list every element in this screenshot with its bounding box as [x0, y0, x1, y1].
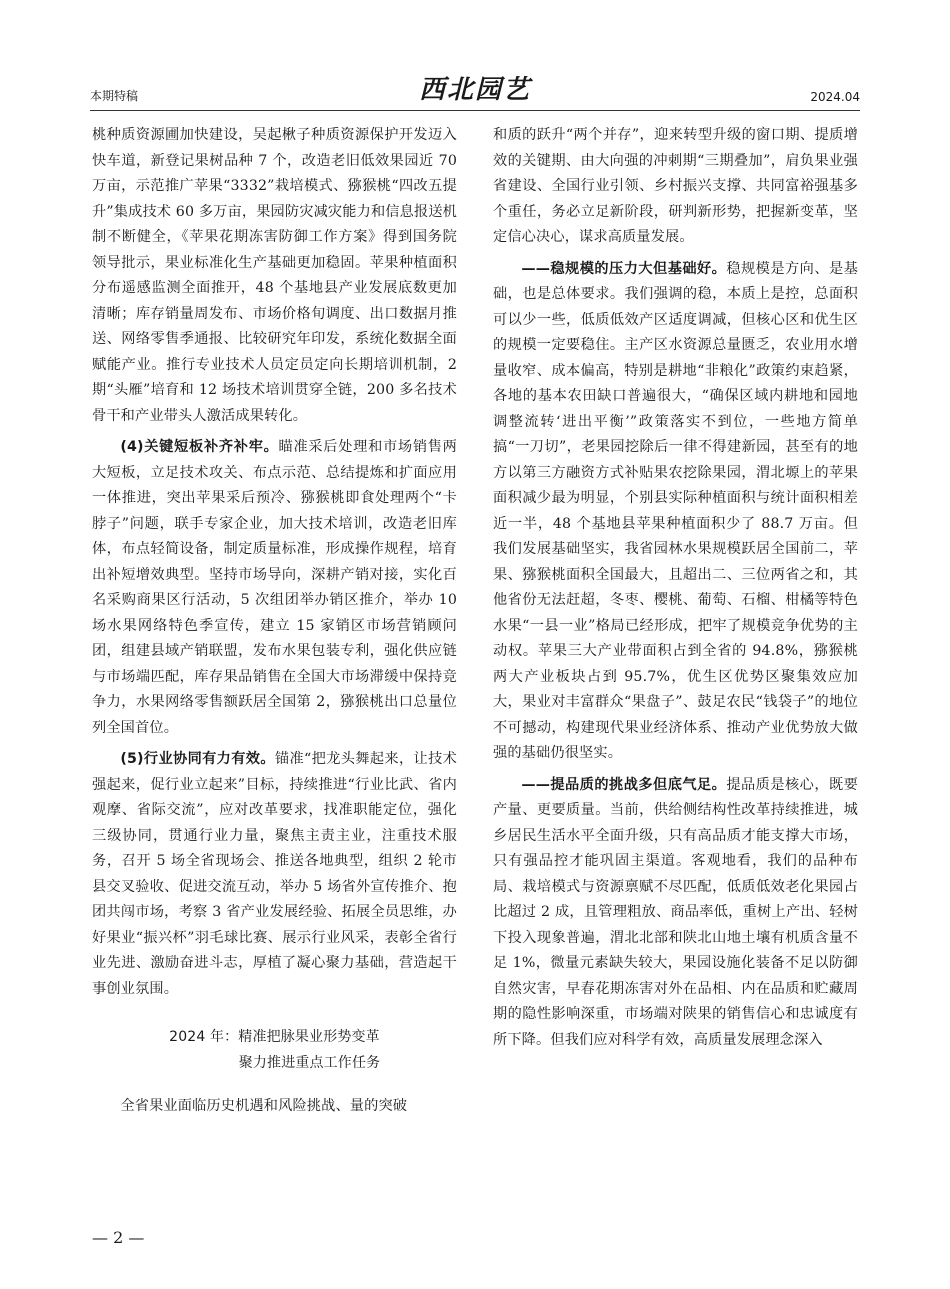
paragraph: 全省果业面临历史机遇和风险挑战、量的突破 [120, 1098, 408, 1114]
paragraph [92, 435, 457, 741]
paragraph: 和质的跃升“两个并存”，迎来转型升级的窗口期、提质增效的关键期、由大向强的冲刺期“三期叠加”，肩负果业强省建设、全国行业引领、乡村振兴支撑、共同富裕强基多个重任，务必立足新阶段，研判新形势，把握新变革，坚定信心决心，谋求高质量发展。 [493, 127, 858, 245]
subheading-line-2: 聚力推进重点工作任务 [238, 1055, 381, 1071]
header-rule [90, 110, 860, 111]
paragraph-body: 瞄准采后处理和市场销售两大短板，立足技术攻关、布点示范、总结提炼和扩面应用一体推进，突出苹果采后预冷、猕猴桃即食处理两个“卡脖子”问题，联手专家企业，加大技术培训，改造老旧库体，布点轻简设备，制定质量标准，形成操作规程，培育出补短增效典型。坚持市场导向，深耕产销对接，实化百名采购商果区行活动，5 次组团举办销区推介，举办 10 场水果网络特色季宣传，建立 15 家销区市场营销顾问团，组建县域产销联盟，发布水果包装专利，强化供应链与市场端匹配，库存果品销售在全国大市场滞缓中保持竞争力，水果网络零售额跃居全国第 2，猕猴桃出口总量位列全国首位。 [92, 439, 457, 736]
paragraph: 桃种质资源圃加快建设，吴起楸子种质资源保护开发迈入快车道，新登记果树品种 7 个，改造老旧低效果园近 70 万亩，示范推广苹果“3332”栽培模式、猕猴桃“四改五提升”集成技术 60 多万亩，果园防灾减灾能力和信息报送机制不断健全，《苹果花期冻害防御工作方案》得到国务院领导批示，果业标准化生产基础更加稳固。苹果种植面积分布遥感监测全面推开，48 个基地县产业发展底数更加清晰；库存销量周发布、市场价格旬调度、出口数据月推送、网络零售季通报、比较研究年印发，系统化数据全面赋能产业。推行专业技术人员定员定向长期培训机制，2 期“头雁”培育和 12 场技术培训贯穿全链，200 多名技术骨干和产业带头人激活成果转化。 [92, 127, 457, 424]
subheading-line-1: 2024 年：精准把脉果业形势变革 [169, 1029, 380, 1045]
paragraph [92, 747, 457, 1002]
paragraph [493, 773, 858, 1054]
issue-number: 2024.04 [810, 90, 860, 104]
paragraph-body: 提品质是核心，既要产量、更要质量。当前，供给侧结构性改革持续推进，城乡居民生活水平全面升级，只有高品质才能支撑大市场，只有强品控才能巩固主渠道。客观地看，我们的品种布局、栽培模式与资源禀赋不尽匹配，低质低效老化果园占比超过 2 成，且管理粗放、商品率低，重树上产出、轻树下投入现象普遍，渭北北部和陕北山地土壤有机质含量不足 1%，微量元素缺失较大，果园设施化装备不足以防御自然灾害，早春花期冻害对外在品相、内在品质和贮藏周期的隐性影响深重，市场端对陕果的销售信心和忠诚度有所下降。但我们应对科学有效，高质量发展理念深入 [493, 776, 858, 1048]
paragraph-body: 锚准“把龙头舞起来，让技术强起来，促行业立起来”目标，持续推进“行业比武、省内观摩、省际交流”，应对改革要求，找准职能定位，强化三级协同，贯通行业力量，聚焦主责主业，注重技术服务，召开 5 场全省现场会、推送各地典型，组织 2 轮市县交叉验收、促进交流互动，举办 5 场省外宣传推介、抱团共闯市场，考察 3 省产业发展经验、拓展全员思维，办好果业“振兴杯”羽毛球比赛、展示行业风采，表彰全省行业先进、激励奋进斗志，厚植了凝心聚力基础，营造起干事创业氛围。 [92, 751, 457, 997]
section-label: 本期特稿 [90, 89, 139, 103]
section-subheading [92, 1024, 457, 1076]
paragraph-keyword: (4)关键短板补齐补牢。 [120, 439, 279, 455]
page-header [90, 75, 860, 108]
paragraph-body: 稳规模是方向、是基础，也是总体要求。我们强调的稳，本质上是控，总面积可以少一些，低质低效产区适度调减，但核心区和优生区的规模一定要稳住。主产区水资源总量匮乏，农业用水增量收窄、成本偏高，特别是耕地“非粮化”政策约束趋紧，各地的基本农田缺口普遍很大，“确保区域内耕地和园地调整流转‘进出平衡’”政策落实不到位，一些地方简单搞“一刀切”，老果园挖除后一律不得建新园，甚至有的地方以第三方融资方式补贴果农挖除果园，渭北塬上的苹果面积减少最为明显，个别县实际种植面积与统计面积相差近一半，48 个基地县苹果种植面积少了 88.7 万亩。但我们发展基础坚实，我省园林水果规模跃居全国前二，苹果、猕猴桃面积全国最大，且超出二、三位两省之和，其他省份无法赶超，冬枣、樱桃、葡萄、石榴、柑橘等特色水果“一县一业”格局已经形成，把牢了规模竞争优势的主动权。苹果三大产业带面积占到全省的 94.8%，猕猴桃两大产业板块占到 95.7%，优生区优势区聚集效应加大，果业对丰富群众“果盘子”、鼓足农民“钱袋子”的地位不可撼动，构建现代果业经济体系、推动产业优势放大做强的基础仍很坚实。 [493, 260, 858, 761]
paragraph-keyword: ——提品质的挑战多但底气足。 [521, 776, 727, 793]
paragraph-keyword: ——稳规模的压力大但基础好。 [521, 260, 727, 277]
left-column [92, 123, 457, 1126]
page-number: — 2 — [92, 1228, 145, 1247]
paragraph-keyword: (5)行业协同有力有效。 [120, 751, 275, 767]
journal-logo: 西北园艺 [418, 75, 531, 105]
right-column [493, 123, 858, 1059]
paragraph [493, 257, 858, 767]
